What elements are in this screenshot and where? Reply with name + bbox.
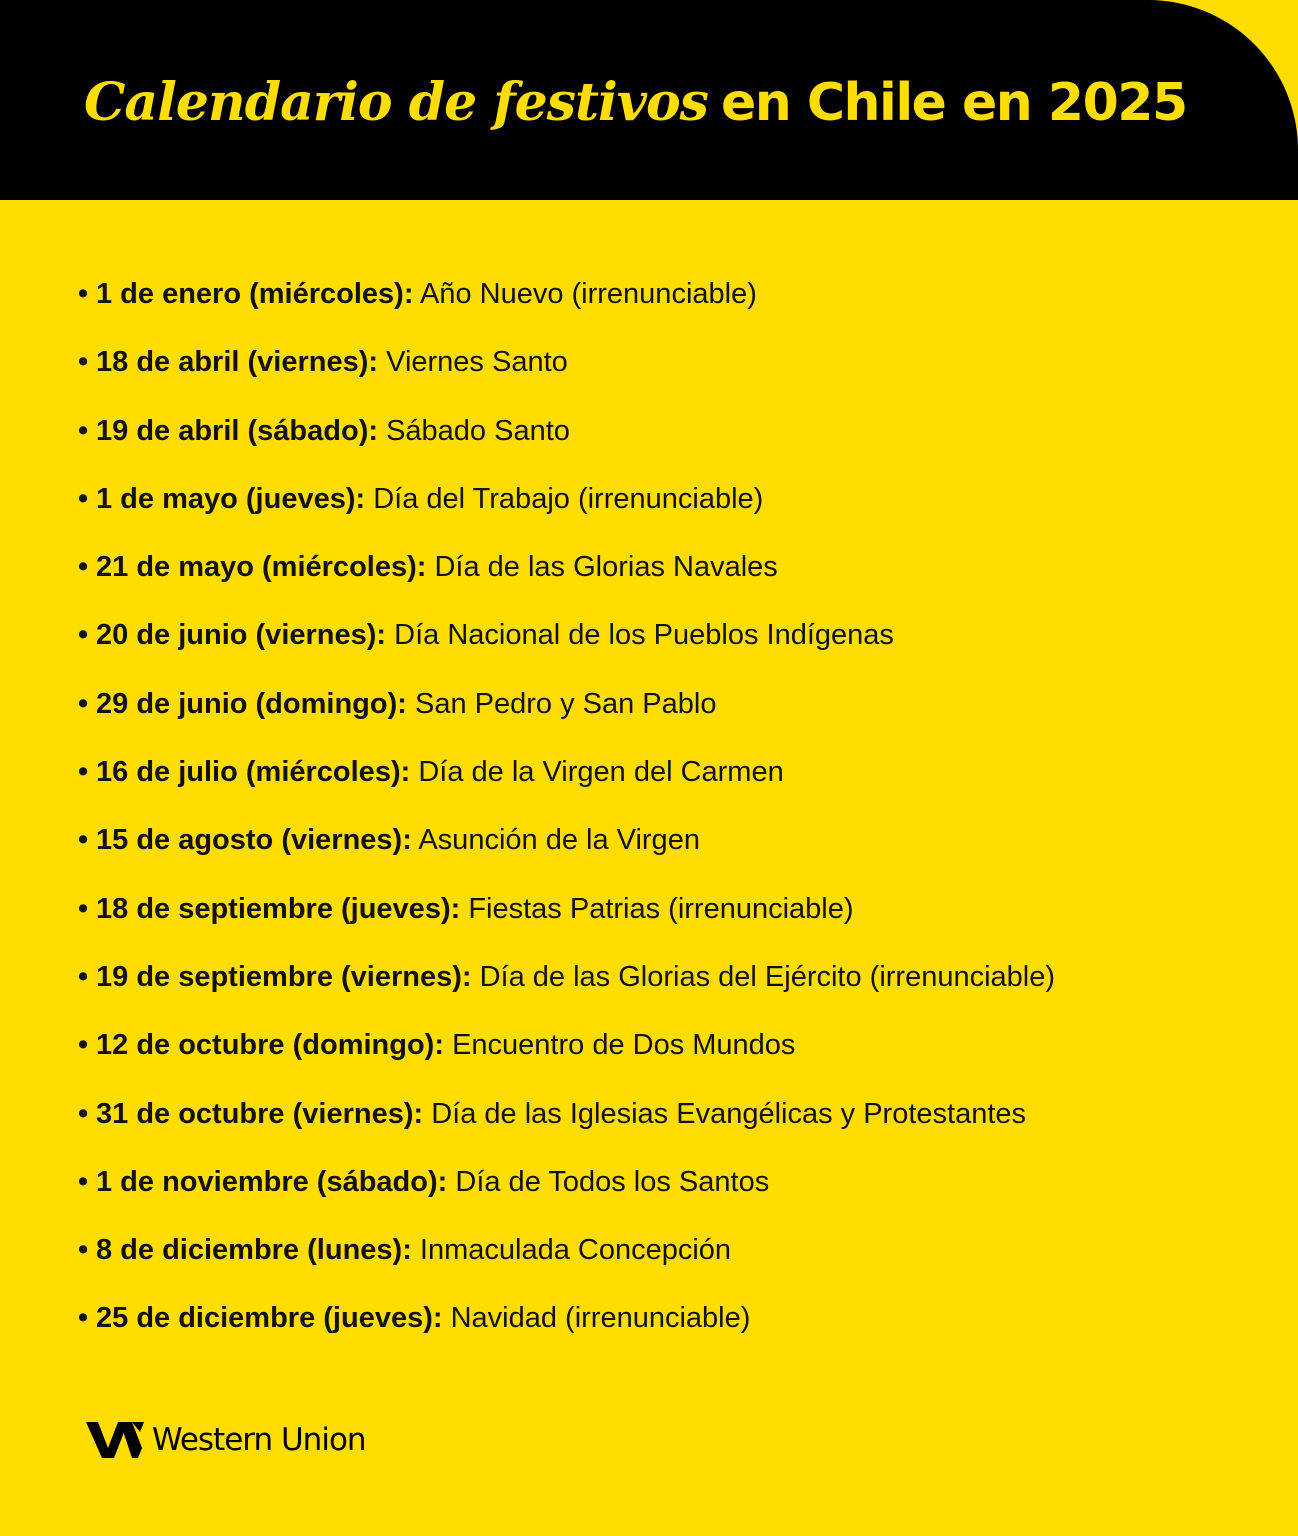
header-banner (0, 0, 1298, 200)
holiday-item (78, 1228, 1055, 1296)
holiday-name: Año Nuevo (irrenunciable) (419, 278, 757, 310)
bullet: • (78, 756, 89, 789)
holiday-name: Navidad (irrenunciable) (450, 1302, 751, 1335)
holiday-name: Día de las Glorias del Ejército (irrenunciable) (479, 960, 1056, 993)
holiday-date: 31 de octubre (viernes): (96, 1097, 424, 1130)
holiday-date: 8 de diciembre (lunes): (96, 1234, 412, 1267)
title-bold-part: en Chile en 2025 (720, 73, 1187, 133)
holiday-date: 29 de junio (domingo): (96, 687, 407, 720)
bullet: • (78, 482, 89, 515)
holiday-item (78, 1092, 1055, 1160)
holiday-item (78, 818, 1055, 886)
holiday-name: Sábado Santo (386, 414, 570, 447)
bullet: • (78, 551, 89, 584)
holiday-date: 25 de diciembre (jueves): (96, 1302, 443, 1335)
bullet: • (78, 687, 89, 720)
logo-text: Western Union (152, 1422, 366, 1458)
holiday-name: Día de Todos los Santos (455, 1165, 770, 1198)
holiday-item (78, 613, 1055, 681)
holiday-date: 19 de abril (sábado): (96, 414, 379, 447)
holiday-name: Encuentro de Dos Mundos (452, 1029, 796, 1062)
holiday-name: Día de la Virgen del Carmen (418, 756, 784, 789)
bullet: • (78, 892, 89, 925)
bullet: • (78, 1234, 89, 1267)
holiday-date: 18 de septiembre (jueves): (96, 892, 461, 925)
holiday-name: Inmaculada Concepción (419, 1234, 732, 1267)
holiday-name: Día del Trabajo (irrenunciable) (373, 482, 764, 515)
holiday-item (78, 409, 1055, 477)
holiday-date: 18 de abril (viernes): (96, 346, 379, 379)
western-union-logo-icon (86, 1422, 144, 1458)
holiday-item (78, 682, 1055, 750)
bullet: • (78, 278, 89, 310)
holiday-item (78, 750, 1055, 818)
holiday-date: 15 de agosto (viernes): (96, 824, 412, 857)
holiday-item (78, 272, 1055, 340)
western-union-logo (86, 1418, 366, 1462)
holiday-date: 21 de mayo (miércoles): (96, 551, 427, 584)
holiday-item (78, 545, 1055, 613)
bullet: • (78, 1302, 89, 1335)
holiday-date: 1 de noviembre (sábado): (96, 1165, 448, 1198)
bullet: • (78, 1097, 89, 1130)
page-title (84, 68, 1187, 139)
bullet: • (78, 346, 89, 379)
holiday-item (78, 1160, 1055, 1228)
holiday-date: 1 de enero (miércoles): (96, 278, 414, 310)
holiday-name: Día de las Glorias Navales (434, 551, 778, 584)
holiday-list (78, 272, 1055, 1365)
bullet: • (78, 619, 89, 652)
bullet: • (78, 414, 89, 447)
bullet: • (78, 1029, 89, 1062)
holiday-item (78, 340, 1055, 408)
bullet: • (78, 960, 89, 993)
holiday-item (78, 887, 1055, 955)
holiday-date: 1 de mayo (jueves): (96, 482, 366, 515)
holiday-item (78, 1023, 1055, 1091)
holiday-item (78, 1296, 1055, 1364)
holiday-name: Asunción de la Virgen (418, 824, 700, 857)
holiday-date: 20 de junio (viernes): (96, 619, 387, 652)
holiday-item (78, 955, 1055, 1023)
holiday-name: Fiestas Patrias (irrenunciable) (468, 892, 854, 925)
holiday-name: Viernes Santo (386, 346, 568, 379)
holiday-name: San Pedro y San Pablo (414, 687, 717, 720)
holiday-date: 19 de septiembre (viernes): (96, 960, 472, 993)
holiday-name: Día Nacional de los Pueblos Indígenas (394, 619, 894, 652)
bullet: • (78, 824, 89, 857)
holiday-date: 16 de julio (miércoles): (96, 756, 411, 789)
bullet: • (78, 1165, 89, 1198)
holiday-item (78, 477, 1055, 545)
holiday-date: 12 de octubre (domingo): (96, 1029, 444, 1062)
holiday-name: Día de las Iglesias Evangélicas y Protestantes (431, 1097, 1027, 1130)
title-italic-part: Calendario de festivos (84, 72, 708, 133)
